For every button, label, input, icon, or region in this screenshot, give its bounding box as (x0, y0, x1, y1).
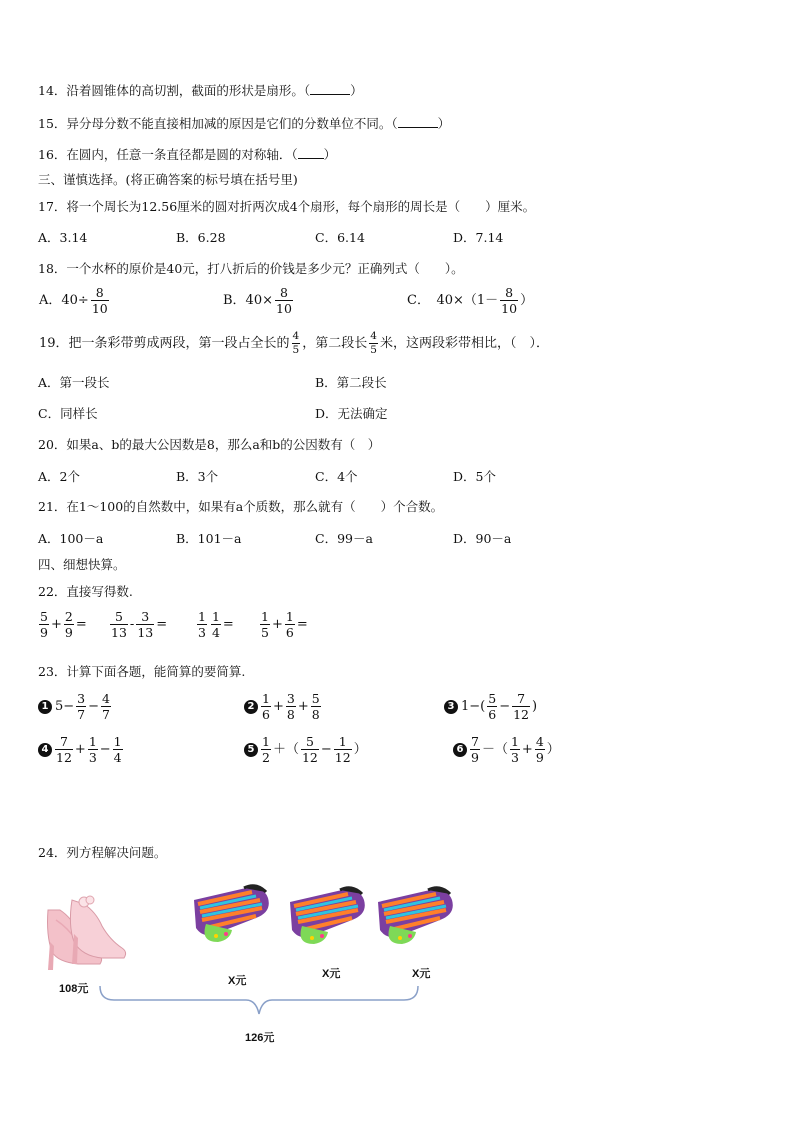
q16-number: 16． (38, 147, 67, 162)
q18-option-a[interactable] (38, 286, 110, 315)
q19-option-a[interactable]: A．第一段长 (38, 375, 110, 390)
q21-stem: 21．在1～100的自然数中，如果有a个质数，那么就有（ ）个合数。 (38, 499, 444, 514)
q17-option-c[interactable]: C．6.14 (315, 230, 365, 245)
q21-option-c[interactable]: C．99－a (315, 531, 373, 546)
sock-price-label-3: X元 (412, 968, 431, 980)
operator: + (50, 616, 62, 632)
q16-close: ） (323, 147, 337, 162)
q19-stem (38, 331, 550, 356)
equals-sign: = (222, 616, 234, 632)
q14-number: 14． (38, 83, 67, 98)
q14-text: 沿着圆锥体的高切割，截面的形状是扇形。（ (66, 83, 311, 98)
socks-image-2 (282, 884, 372, 952)
q21-option-b[interactable]: B．101－a (176, 531, 242, 546)
q21-option-a[interactable]: A．100－a (38, 531, 104, 546)
q23-expr-4: 4 $\frac{7}{12}$ + $\frac{1}{3}$ − $\frac{1}{4}$ (38, 735, 124, 764)
q19-option-d[interactable]: D．无法确定 (315, 406, 388, 421)
q22-item-3 (196, 610, 235, 639)
equals-sign: = (156, 616, 168, 632)
fraction: $\frac{4}{5}$ (370, 330, 377, 356)
socks-image-3 (370, 884, 460, 952)
q18-c-prefix: C． 40×（1－ (407, 292, 499, 308)
answer-blank[interactable] (398, 127, 438, 128)
q24-stem: 24．列方程解决问题。 (38, 845, 167, 860)
q19-option-b[interactable]: B．第二段长 (315, 375, 387, 390)
circled-number: 6 (453, 743, 467, 757)
q20-option-c[interactable]: C．4个 (315, 469, 358, 484)
fraction: $\frac{5}{9}$ (40, 609, 48, 640)
circled-number: 3 (444, 700, 458, 714)
q15-text: 异分母分数不能直接相加减的原因是它们的分数单位不同。（ (66, 116, 398, 131)
operator: - (129, 616, 135, 632)
socks-image-1 (186, 882, 276, 950)
fraction: $\frac{4}{5}$ (292, 330, 300, 356)
q20-option-a[interactable]: A．2个 (38, 469, 80, 484)
q18-a-prefix: A．40÷ (39, 292, 89, 308)
section-3-heading: 三、谨慎选择。(将正确答案的标号填在括号里) (38, 172, 298, 187)
q23-expr-5: 5 $\frac{1}{2}$ ＋（ $\frac{5}{12}$ − $\frac{1}{12}$ ） (244, 735, 368, 764)
fraction: $\frac{1}{3}$ (198, 609, 206, 640)
q22-item-4 (259, 610, 309, 639)
q17-option-a[interactable]: A．3.14 (38, 230, 88, 245)
fraction: $\frac{3}{13}$ (137, 609, 154, 640)
section-4-heading: 四、细想快算。 (38, 557, 126, 572)
q22-item-2 (109, 610, 168, 639)
q21-option-d[interactable]: D．90－a (453, 531, 512, 546)
question-15 (38, 116, 450, 132)
q23-expr-3: 3 1−( $\frac{5}{6}$ − $\frac{7}{12}$ ) (444, 692, 538, 721)
q19-part2: ，第二段长 (302, 335, 368, 351)
q23-stem: 23．计算下面各题，能简算的要简算. (38, 664, 246, 679)
q23-expr-2: 2 $\frac{1}{6}$ + $\frac{3}{8}$ + $\frac{5}{8}$ (244, 692, 322, 721)
q17-option-b[interactable]: B．6.28 (176, 230, 226, 245)
fraction: $\frac{8}{10}$ (501, 285, 518, 316)
q17-option-d[interactable]: D．7.14 (453, 230, 504, 245)
q15-close: ） (437, 116, 451, 131)
q18-option-c[interactable] (406, 286, 534, 315)
q20-option-d[interactable]: D．5个 (453, 469, 496, 484)
q15-number: 15． (38, 116, 67, 131)
q18-option-b[interactable] (222, 286, 294, 315)
sock-price-label-2: X元 (322, 968, 341, 980)
q23-expr-1: 1 5− $\frac{3}{7}$ − $\frac{4}{7}$ (38, 692, 112, 721)
q16-text: 在圆内，任意一条直径都是圆的对称轴．（ (66, 147, 298, 162)
q18-stem: 18．一个水杯的原价是40元，打八折后的价钱是多少元？正确列式（ ）。 (38, 261, 464, 276)
q22-stem: 22．直接写得数. (38, 584, 133, 599)
q19-part3: 米，这两段彩带相比，（ ）． (379, 335, 549, 351)
sock-price-label-1: X元 (228, 975, 247, 987)
operator: + (271, 616, 283, 632)
q22-item-1 (38, 610, 88, 639)
circled-number: 4 (38, 743, 52, 757)
q19-part1: 19．把一条彩带剪成两段，第一段占全长的 (39, 335, 290, 351)
q23-expr-6: 6 $\frac{7}{9}$ －（ $\frac{1}{3}$ + $\frac{4}{9}$ ） (453, 735, 561, 764)
fraction: $\frac{1}{5}$ (261, 609, 269, 640)
q19-option-c[interactable]: C．同样长 (38, 406, 98, 421)
high-heel-shoes-image (38, 880, 138, 972)
shoe-price-label: 108元 (59, 983, 89, 995)
total-price-label: 126元 (245, 1032, 275, 1044)
question-16 (38, 147, 336, 163)
fraction: $\frac{2}{9}$ (64, 609, 73, 640)
circled-number: 1 (38, 700, 52, 714)
circled-number: 2 (244, 700, 258, 714)
fraction: $\frac{8}{10}$ (91, 285, 108, 316)
answer-blank[interactable] (310, 94, 350, 95)
fraction: $\frac{5}{13}$ (111, 609, 127, 640)
q20-stem: 20．如果a、b的最大公因数是8，那么a和b的公因数有（ ） (38, 437, 381, 452)
q17-stem: 17．将一个周长为12.56厘米的圆对折两次成4个扇形，每个扇形的周长是（ ）厘米。 (38, 199, 536, 214)
q14-close: ） (350, 83, 363, 98)
fraction: $\frac{1}{6}$ (285, 609, 294, 640)
q18-c-suffix: ） (520, 292, 534, 308)
answer-blank[interactable] (298, 158, 324, 159)
equals-sign: = (296, 616, 308, 632)
q20-option-b[interactable]: B．3个 (176, 469, 219, 484)
question-14 (38, 83, 363, 99)
q18-b-prefix: B．40× (223, 292, 273, 308)
fraction: $\frac{1}{4}$ (211, 609, 220, 640)
equals-sign: = (75, 616, 87, 632)
fraction: $\frac{8}{10}$ (276, 285, 292, 316)
total-brace (96, 984, 422, 1024)
circled-number: 5 (244, 743, 258, 757)
